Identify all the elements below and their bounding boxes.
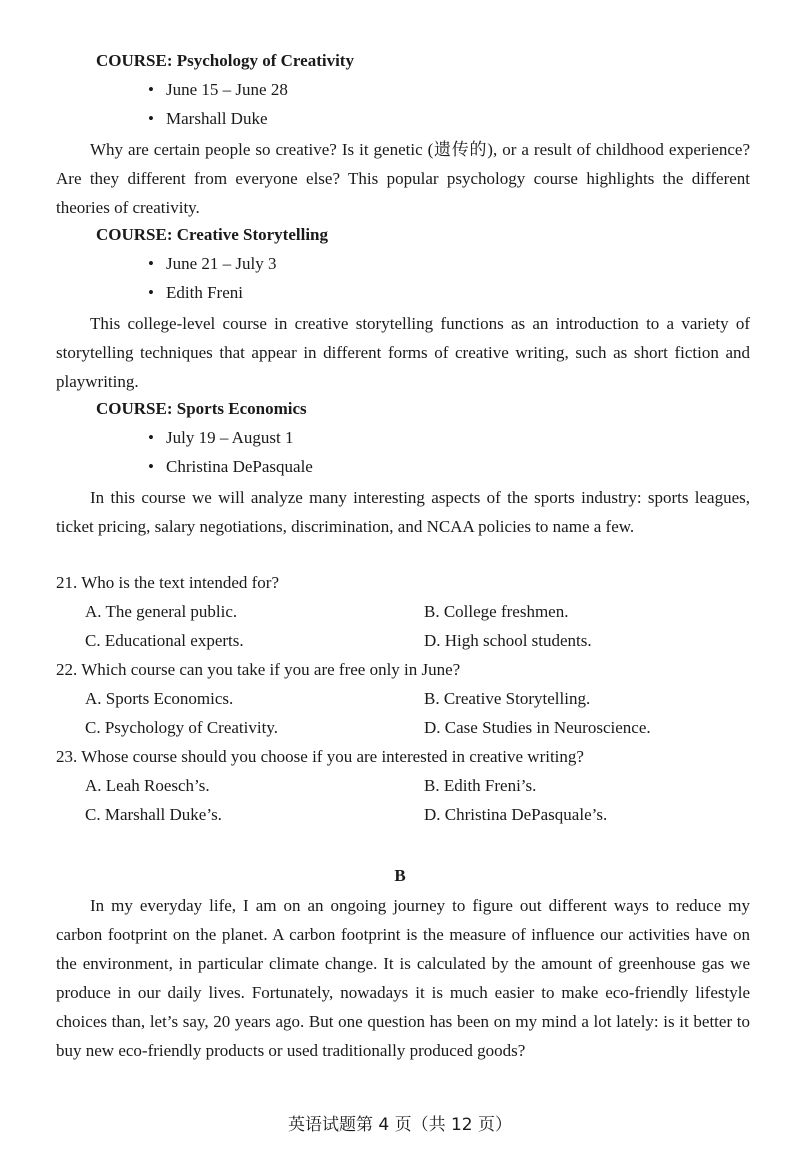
course-dates-psychology xyxy=(148,79,288,101)
course-description-sports-economics: In this course we will analyze many interesting aspects of the sports industry: sports leagues, ticket pricing, salary negotiations, discrimination, and NCAA policies to name a few. xyxy=(56,488,750,536)
bullet-icon: • xyxy=(148,283,154,302)
question-21-option-c: C. Educational experts. xyxy=(85,631,244,650)
instructor-text: Marshall Duke xyxy=(166,109,268,128)
dates-text: June 21 – July 3 xyxy=(166,254,277,273)
question-23-option-b: B. Edith Freni’s. xyxy=(424,776,537,795)
bullet-icon: • xyxy=(148,80,154,99)
question-22-option-c: C. Psychology of Creativity. xyxy=(85,718,278,737)
page-footer: 英语试题第 4 页（共 12 页） xyxy=(287,1115,513,1135)
instructor-text: Edith Freni xyxy=(166,283,243,302)
course-title-psychology: COURSE: Psychology of Creativity xyxy=(96,51,354,70)
question-23-option-a: A. Leah Roesch’s. xyxy=(85,776,210,795)
bullet-icon: • xyxy=(148,457,154,476)
bullet-icon: • xyxy=(148,109,154,128)
course-instructor-psychology xyxy=(148,108,268,130)
question-21-stem: 21. Who is the text intended for? xyxy=(56,573,279,592)
bullet-icon: • xyxy=(148,254,154,273)
question-23-option-d: D. Christina DePasquale’s. xyxy=(424,805,608,824)
section-b-heading: B xyxy=(394,866,406,885)
dates-text: July 19 – August 1 xyxy=(166,428,294,447)
question-22-option-a: A. Sports Economics. xyxy=(85,689,234,708)
section-b-paragraph: In my everyday life, I am on an ongoing journey to figure out different ways to reduce my carbon footprint on the planet. A carbon footprint is the measure of influence our activities have on the environment, in particular climate change. It is calculated by the amount of greenhouse gas we produce in our daily lives. Fortunately, nowadays it is much easier to make eco-friendly lifestyle choices than, let’s say, 20 years ago. But one question has been on my mind a lot lately: is it better to buy new eco-friendly products or used traditionally produced goods? xyxy=(56,896,750,1060)
dates-text: June 15 – June 28 xyxy=(166,80,288,99)
question-22-stem: 22. Which course can you take if you are free only in June? xyxy=(56,660,461,679)
course-instructor-sports-economics xyxy=(148,456,313,478)
course-title-sports-economics: COURSE: Sports Economics xyxy=(96,399,307,418)
question-22-option-b: B. Creative Storytelling. xyxy=(424,689,591,708)
course-title-storytelling: COURSE: Creative Storytelling xyxy=(96,225,328,244)
course-description-storytelling: This college-level course in creative storytelling functions as an introduction to a variety of storytelling techniques that appear in different forms of creative writing, such as short fiction and playwriting. xyxy=(56,314,750,391)
bullet-icon: • xyxy=(148,428,154,447)
question-21-option-a: A. The general public. xyxy=(85,602,238,621)
instructor-text: Christina DePasquale xyxy=(166,457,313,476)
question-21-option-d: D. High school students. xyxy=(424,631,592,650)
course-dates-sports-economics xyxy=(148,427,294,449)
question-23-stem: 23. Whose course should you choose if you are interested in creative writing? xyxy=(56,747,584,766)
course-instructor-storytelling xyxy=(148,282,243,304)
question-23-option-c: C. Marshall Duke’s. xyxy=(85,805,222,824)
course-dates-storytelling xyxy=(148,253,277,275)
question-22-option-d: D. Case Studies in Neuroscience. xyxy=(424,718,651,737)
course-description-psychology: Why are certain people so creative? Is it genetic (遗传的), or a result of childhood experience? Are they different from everyone else? This popular psychology course highlights the different theories of creativity. xyxy=(56,140,750,217)
question-21-option-b: B. College freshmen. xyxy=(424,602,569,621)
